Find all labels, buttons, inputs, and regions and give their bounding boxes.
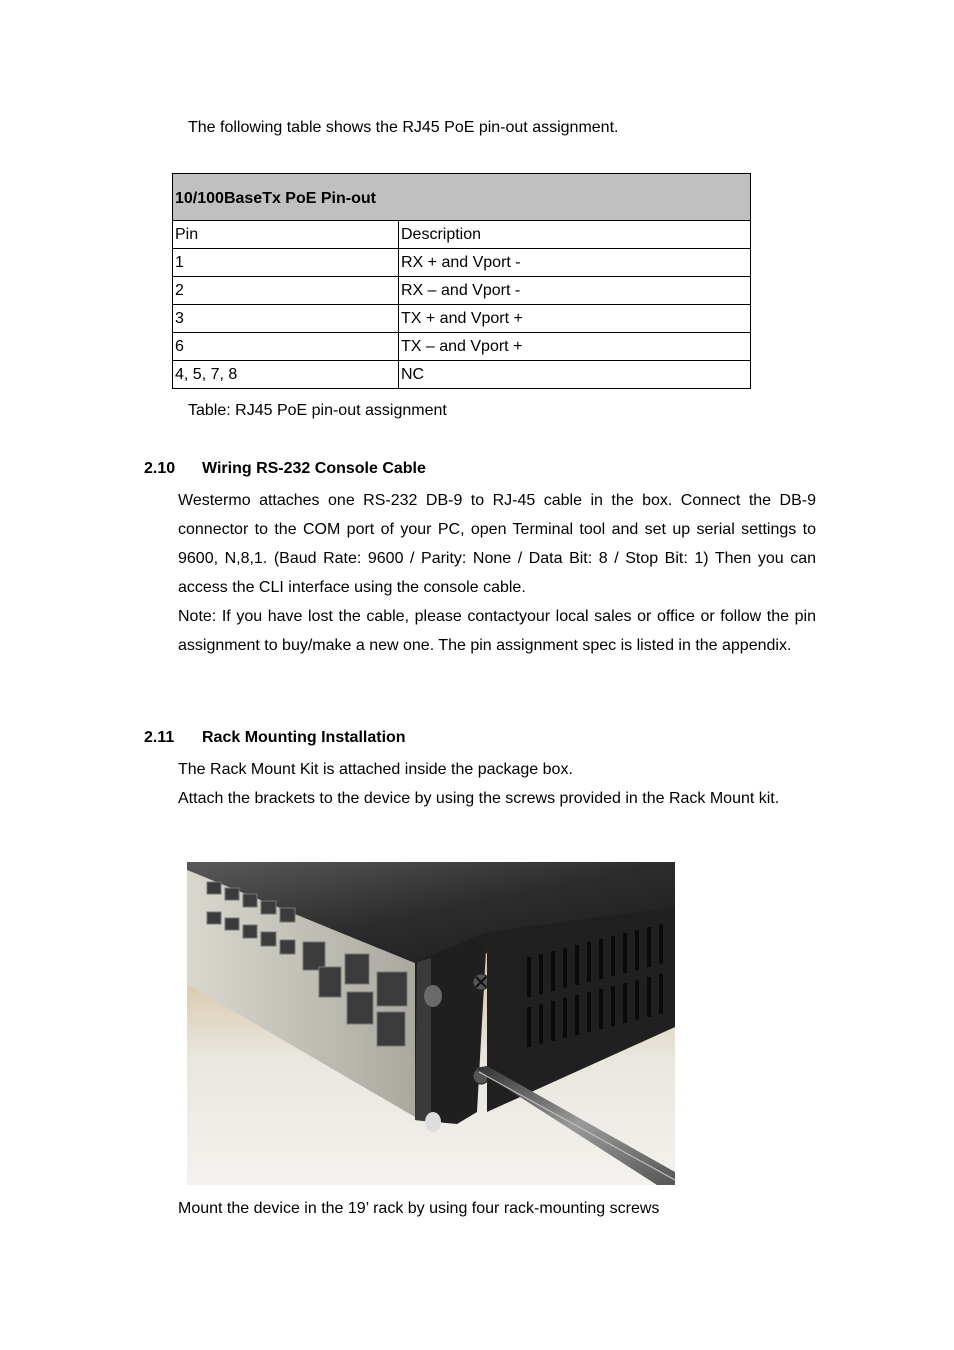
table-row	[173, 249, 751, 277]
paragraph: The Rack Mount Kit is attached inside the package box.	[178, 761, 573, 778]
table-cell-description: NC	[399, 361, 751, 389]
section-number: 2.10	[144, 460, 176, 477]
pinout-table	[172, 173, 751, 389]
table-cell-description: TX – and Vport +	[399, 333, 751, 361]
section-heading-2-10	[144, 460, 426, 478]
section-title: Wiring RS-232 Console Cable	[202, 460, 426, 477]
table-cell-description: TX + and Vport +	[399, 305, 751, 333]
table-row	[173, 361, 751, 389]
table-title: 10/100BaseTx PoE Pin-out	[173, 174, 751, 221]
table-title-row	[173, 174, 751, 221]
paragraph: Westermo attaches one RS-232 DB-9 to RJ-45 cable in the box. Connect the DB-9 connector to the COM port of your PC, open Terminal tool and set up serial settings to 9600, N,8,1. (Baud Rate: 9600 / Parity: None / Data Bit: 8 / Stop Bit: 1) Then you can access the CLI interface using the console cable.	[178, 492, 816, 596]
column-header-pin: Pin	[173, 221, 399, 249]
table-cell-pin: 4, 5, 7, 8	[173, 361, 399, 389]
table-cell-pin: 2	[173, 277, 399, 305]
table-cell-description: RX + and Vport -	[399, 249, 751, 277]
section-number: 2.11	[144, 729, 175, 746]
table-caption: Table: RJ45 PoE pin-out assignment	[188, 402, 447, 419]
table-row	[173, 277, 751, 305]
table-header-row	[173, 221, 751, 249]
rack-mount-photo-illustration	[187, 862, 675, 1185]
section-title: Rack Mounting Installation	[202, 729, 406, 746]
table-row	[173, 305, 751, 333]
intro-text: The following table shows the RJ45 PoE pin-out assignment.	[188, 119, 619, 136]
table-row	[173, 333, 751, 361]
section-body-2-10	[178, 486, 816, 660]
closing-text: Mount the device in the 19’ rack by using four rack-mounting screws	[178, 1200, 660, 1217]
rack-mount-photo	[187, 862, 675, 1185]
table-cell-pin: 6	[173, 333, 399, 361]
section-body-2-11	[178, 755, 810, 813]
table-cell-pin: 1	[173, 249, 399, 277]
paragraph: Note: If you have lost the cable, please contactyour local sales or office or follow the pin assignment to buy/make a new one. The pin assignment spec is listed in the appendix.	[178, 608, 816, 654]
column-header-description: Description	[399, 221, 751, 249]
table-cell-description: RX – and Vport -	[399, 277, 751, 305]
table-cell-pin: 3	[173, 305, 399, 333]
section-heading-2-11	[144, 729, 406, 747]
paragraph: Attach the brackets to the device by using the screws provided in the Rack Mount kit.	[178, 790, 780, 807]
